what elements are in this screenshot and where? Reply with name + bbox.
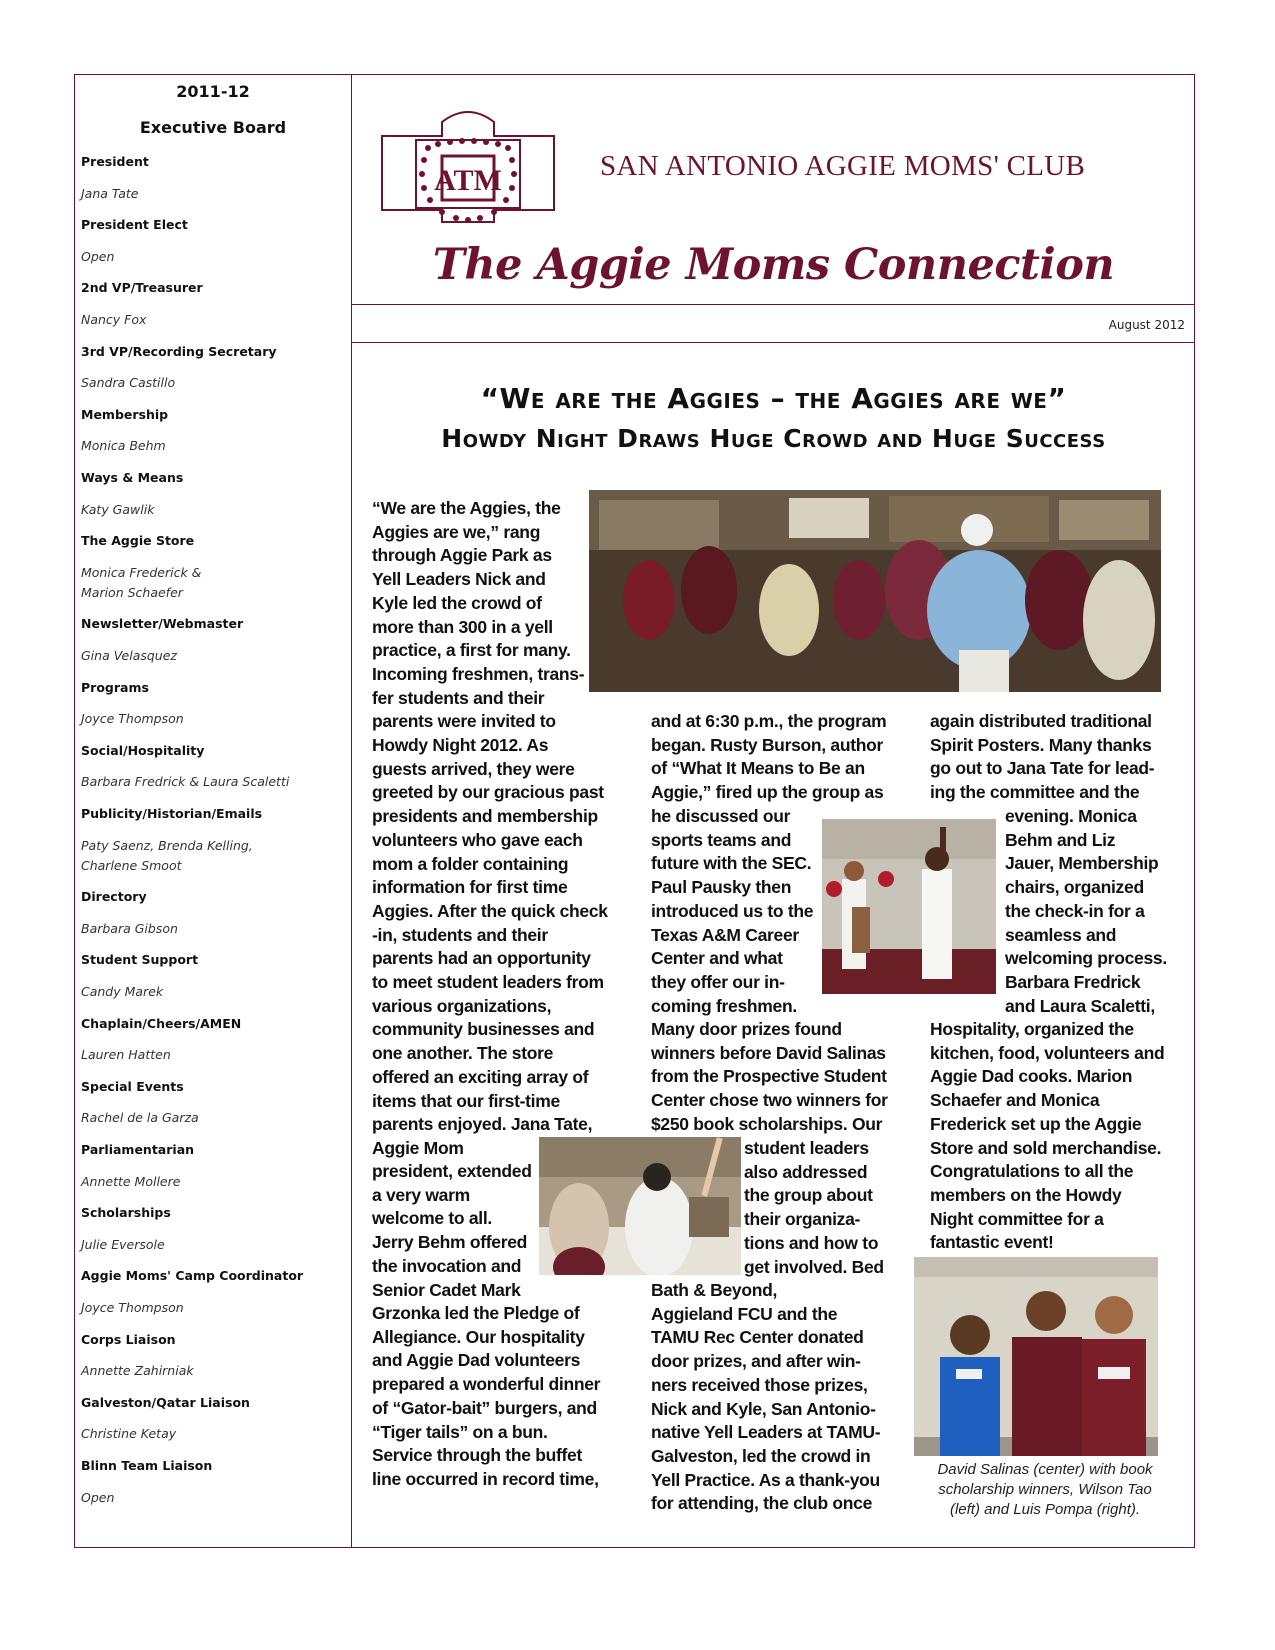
board-member-name: Barbara Gibson — [81, 920, 178, 936]
article-line: welcoming process. — [1005, 948, 1167, 969]
article-line: Yell Practice. As a thank-you — [651, 1469, 880, 1490]
article-line: volunteers who gave each — [372, 829, 583, 850]
board-role: Blinn Team Liaison — [81, 1458, 213, 1473]
board-member-name: Katy Gawlik — [81, 501, 155, 517]
caption-line: (left) and Luis Pompa (right). — [949, 1501, 1141, 1518]
article-line: welcome to all. — [372, 1208, 492, 1229]
article-line: parents were invited to — [372, 711, 556, 732]
article-line: the check-in for a — [1005, 900, 1145, 921]
article-line: the group about — [744, 1185, 873, 1206]
article-line: community businesses and — [372, 1019, 595, 1040]
logo-text: ATM — [434, 164, 502, 197]
board-role: Ways & Means — [81, 470, 184, 485]
article-line: Congratulations to all the — [930, 1161, 1134, 1182]
board-member-name: Annette Zahirniak — [81, 1363, 194, 1379]
board-role: President — [81, 154, 149, 169]
scholarship-winners-photo — [914, 1257, 1158, 1456]
article-line: Aggie,” fired up the group as — [651, 782, 884, 803]
date-divider — [352, 342, 1195, 343]
board-member-name: Marion Schaefer — [81, 584, 183, 600]
article-line: Aggieland FCU and the — [651, 1303, 838, 1324]
article-line: Aggie Dad cooks. Marion — [930, 1066, 1133, 1087]
board-role: Galveston/Qatar Liaison — [81, 1394, 250, 1410]
article-headline: “We are the Aggies – the Aggies are we” — [480, 382, 1067, 415]
article-line: one another. The store — [372, 1043, 554, 1064]
board-role: Directory — [81, 889, 147, 905]
article-line: chairs, organized — [1005, 877, 1144, 898]
board-member-name: Candy Marek — [81, 984, 164, 999]
article-line: president, extended — [372, 1161, 532, 1181]
article-line: Barbara Fredrick — [1005, 971, 1141, 992]
article-line: introduced us to the — [651, 900, 814, 921]
article-line: Senior Cadet Mark — [372, 1279, 521, 1300]
article-line: winners before David Salinas — [651, 1042, 886, 1063]
article-line: Texas A&M Career — [651, 924, 799, 945]
article-line: Center and what — [651, 948, 783, 969]
article-line: Incoming freshmen, trans- — [372, 663, 585, 684]
article-line: and Laura Scaletti, — [1005, 995, 1155, 1016]
article-line: Aggie Mom — [372, 1137, 464, 1158]
article-line: to meet student leaders from — [372, 972, 604, 993]
header-divider — [352, 304, 1195, 305]
article-line: Yell Leaders Nick and — [372, 569, 546, 590]
board-role: 3rd VP/Recording Secretary — [81, 343, 277, 359]
col2-right — [744, 1137, 884, 1279]
board-member-name: Jana Tate — [81, 185, 139, 201]
caption-line: David Salinas (center) with book — [937, 1461, 1153, 1478]
board-role: President Elect — [81, 217, 188, 233]
article-line: practice, a first for many. — [372, 640, 571, 661]
article-line: go out to Jana Tate for lead- — [930, 758, 1155, 779]
board-role: 2nd VP/Treasurer — [81, 280, 203, 296]
article-line: -in, students and their — [372, 924, 548, 945]
board-member-name: Christine Ketay — [81, 1426, 177, 1442]
board-member-name: Monica Frederick & — [81, 564, 202, 580]
article-line: Aggies. After the quick check — [372, 900, 608, 921]
article-line: presidents and membership — [372, 806, 598, 827]
crowd-photo — [589, 490, 1161, 692]
article-line: Schaefer and Monica — [930, 1090, 1100, 1111]
article-line: Service through the buffet — [372, 1445, 582, 1466]
col2-top — [651, 710, 886, 805]
board-role: Chaplain/Cheers/AMEN — [81, 1015, 242, 1031]
article-line: Behm and Liz — [1005, 829, 1116, 850]
board-role: Special Events — [81, 1078, 184, 1094]
article-line: Many door prizes found — [651, 1019, 842, 1039]
board-member-name: Rachel de la Garza — [81, 1110, 199, 1126]
article-line: Allegiance. Our hospitality — [372, 1326, 585, 1347]
article-line: also addressed — [744, 1161, 868, 1182]
issue-date: August 2012 — [1108, 318, 1185, 332]
col2-mid — [651, 1018, 888, 1137]
article-line: through Aggie Park as — [372, 545, 552, 566]
article-line: tions and how to — [744, 1232, 879, 1253]
board-member-name: Julie Eversole — [81, 1236, 165, 1252]
article-line: evening. Monica — [1005, 806, 1137, 826]
article-line: Galveston, led the crowd in — [651, 1445, 871, 1466]
board-role: Student Support — [81, 952, 199, 968]
article-line: “We are the Aggies, the — [372, 498, 561, 518]
col3-top — [930, 710, 1154, 805]
article-line: Hospitality, organized the — [930, 1019, 1134, 1039]
article-line: of “What It Means to Be an — [651, 758, 865, 779]
col1-bottom — [372, 1302, 600, 1492]
article-line: ing the committee and the — [930, 782, 1140, 803]
article-line: native Yell Leaders at TAMU- — [651, 1422, 881, 1443]
article-line: Aggies are we,” rang — [372, 521, 541, 542]
board-member-name: Nancy Fox — [81, 312, 147, 327]
article-line: kitchen, food, volunteers and — [930, 1042, 1165, 1063]
article-line: Howdy Night 2012. As — [372, 735, 549, 756]
board-role: Aggie Moms' Camp Coordinator — [81, 1268, 304, 1284]
article-line: Spirit Posters. Many thanks — [930, 734, 1152, 755]
board-member-name: Sandra Castillo — [81, 375, 176, 391]
board-role: Publicity/Historian/Emails — [81, 806, 263, 821]
article-line: future with the SEC. — [651, 853, 812, 874]
board-role: The Aggie Store — [81, 533, 195, 549]
board-heading: Executive Board — [139, 118, 287, 137]
article-line: prepared a wonderful dinner — [372, 1374, 601, 1395]
board-member-name: Open — [81, 1489, 115, 1505]
article-line: coming freshmen. — [651, 995, 797, 1016]
article-line: they offer our in- — [651, 971, 785, 992]
article-line: for attending, the club once — [651, 1493, 873, 1514]
board-role: Newsletter/Webmaster — [81, 616, 244, 632]
article-line: again distributed traditional — [930, 711, 1152, 731]
article-subheadline: Howdy Night Draws Huge Crowd and Huge Success — [441, 424, 1106, 453]
board-role: Membership — [81, 406, 169, 422]
article-line: $250 book scholarships. Our — [651, 1113, 883, 1134]
article-line: Center chose two winners for — [651, 1090, 888, 1111]
article-line: “Tiger tails” on a bun. — [372, 1421, 548, 1442]
article-line: fer students and their — [372, 687, 545, 708]
yell-leader-photo — [822, 819, 996, 994]
article-line: fantastic event! — [930, 1232, 1054, 1253]
board-member-name: Barbara Fredrick & Laura Scaletti — [81, 774, 290, 790]
col2-narrow — [651, 805, 813, 1018]
board-year: 2011-12 — [176, 82, 250, 101]
col1-narrow — [372, 1160, 532, 1302]
article-line: a very warm — [372, 1184, 470, 1205]
photo-caption — [920, 1460, 1170, 1520]
col3-bottom — [930, 1018, 1164, 1255]
board-role: Social/Hospitality — [81, 742, 205, 758]
article-line: line occurred in record time, — [372, 1468, 599, 1489]
article-line: door prizes, and after win- — [651, 1351, 861, 1372]
article-line: began. Rusty Burson, author — [651, 734, 884, 755]
article-line: Store and sold merchandise. — [930, 1137, 1162, 1158]
article-line: items that our first-time — [372, 1090, 560, 1111]
article-line: members on the Howdy — [930, 1184, 1122, 1205]
article-line: ners received those prizes, — [651, 1374, 868, 1395]
article-line: TAMU Rec Center donated — [651, 1327, 864, 1348]
article-line: Paul Pausky then — [651, 877, 792, 898]
board-member-name: Annette Mollere — [81, 1173, 181, 1189]
board-member-name: Open — [81, 248, 115, 264]
article-line: from the Prospective Student — [651, 1066, 887, 1087]
article-line: Night committee for a — [930, 1208, 1104, 1229]
article-line: Grzonka led the Pledge of — [372, 1303, 580, 1323]
col3-narrow — [1005, 805, 1167, 1018]
board-member-name: Joyce Thompson — [81, 1300, 184, 1315]
article-line: offered an exciting array of — [372, 1066, 589, 1087]
article-line: more than 300 in a yell — [372, 616, 553, 637]
board-member-name: Charlene Smoot — [81, 857, 182, 873]
article-line: information for first time — [372, 877, 568, 898]
article-line: Frederick set up the Aggie — [930, 1113, 1142, 1134]
article-line: Nick and Kyle, San Antonio- — [651, 1398, 876, 1419]
board-member-name: Joyce Thompson — [81, 711, 184, 727]
board-role: Programs — [81, 679, 149, 695]
article-line: Jerry Behm offered — [372, 1232, 528, 1253]
article-line: parents enjoyed. Jana Tate, — [372, 1114, 593, 1135]
article-line: get involved. Bed — [744, 1256, 884, 1277]
board-member-name: Gina Velasquez — [81, 648, 177, 663]
article-line: he discussed our — [651, 806, 791, 826]
article-line: the invocation and — [372, 1255, 522, 1276]
article-line: guests arrived, they were — [372, 758, 575, 779]
caption-line: scholarship winners, Wilson Tao — [938, 1481, 1152, 1498]
board-role: Scholarships — [81, 1205, 171, 1221]
club-name: SAN ANTONIO AGGIE MOMS' CLUB — [600, 150, 1086, 182]
article-line: of “Gator-bait” burgers, and — [372, 1397, 597, 1418]
board-member-name: Paty Saenz, Brenda Kelling, — [81, 837, 253, 853]
article-line: and Aggie Dad volunteers — [372, 1350, 581, 1371]
newsletter-title: The Aggie Moms Connection — [432, 240, 1115, 290]
col2-bottom — [651, 1279, 880, 1516]
board-member-name: Monica Behm — [81, 438, 166, 454]
article-line: Jauer, Membership — [1005, 853, 1159, 874]
article-line: mom a folder containing — [372, 853, 569, 874]
article-line: greeted by our gracious past — [372, 782, 604, 803]
article-line: Bath & Beyond, — [651, 1280, 778, 1300]
article-line: seamless and — [1005, 924, 1117, 945]
board-role: Parliamentarian — [81, 1142, 195, 1157]
article-line: parents had an opportunity — [372, 948, 591, 969]
article-line: student leaders — [744, 1138, 869, 1158]
article-line: their organiza- — [744, 1209, 861, 1230]
atm-logo-icon — [380, 100, 556, 238]
col1-top — [372, 497, 608, 1161]
board-member-name: Lauren Hatten — [81, 1047, 171, 1063]
article-line: Kyle led the crowd of — [372, 592, 542, 613]
article-line: sports teams and — [651, 829, 792, 850]
board-role: Corps Liaison — [81, 1331, 176, 1347]
article-line: and at 6:30 p.m., the program — [651, 711, 887, 731]
article-line: various organizations, — [372, 995, 552, 1016]
